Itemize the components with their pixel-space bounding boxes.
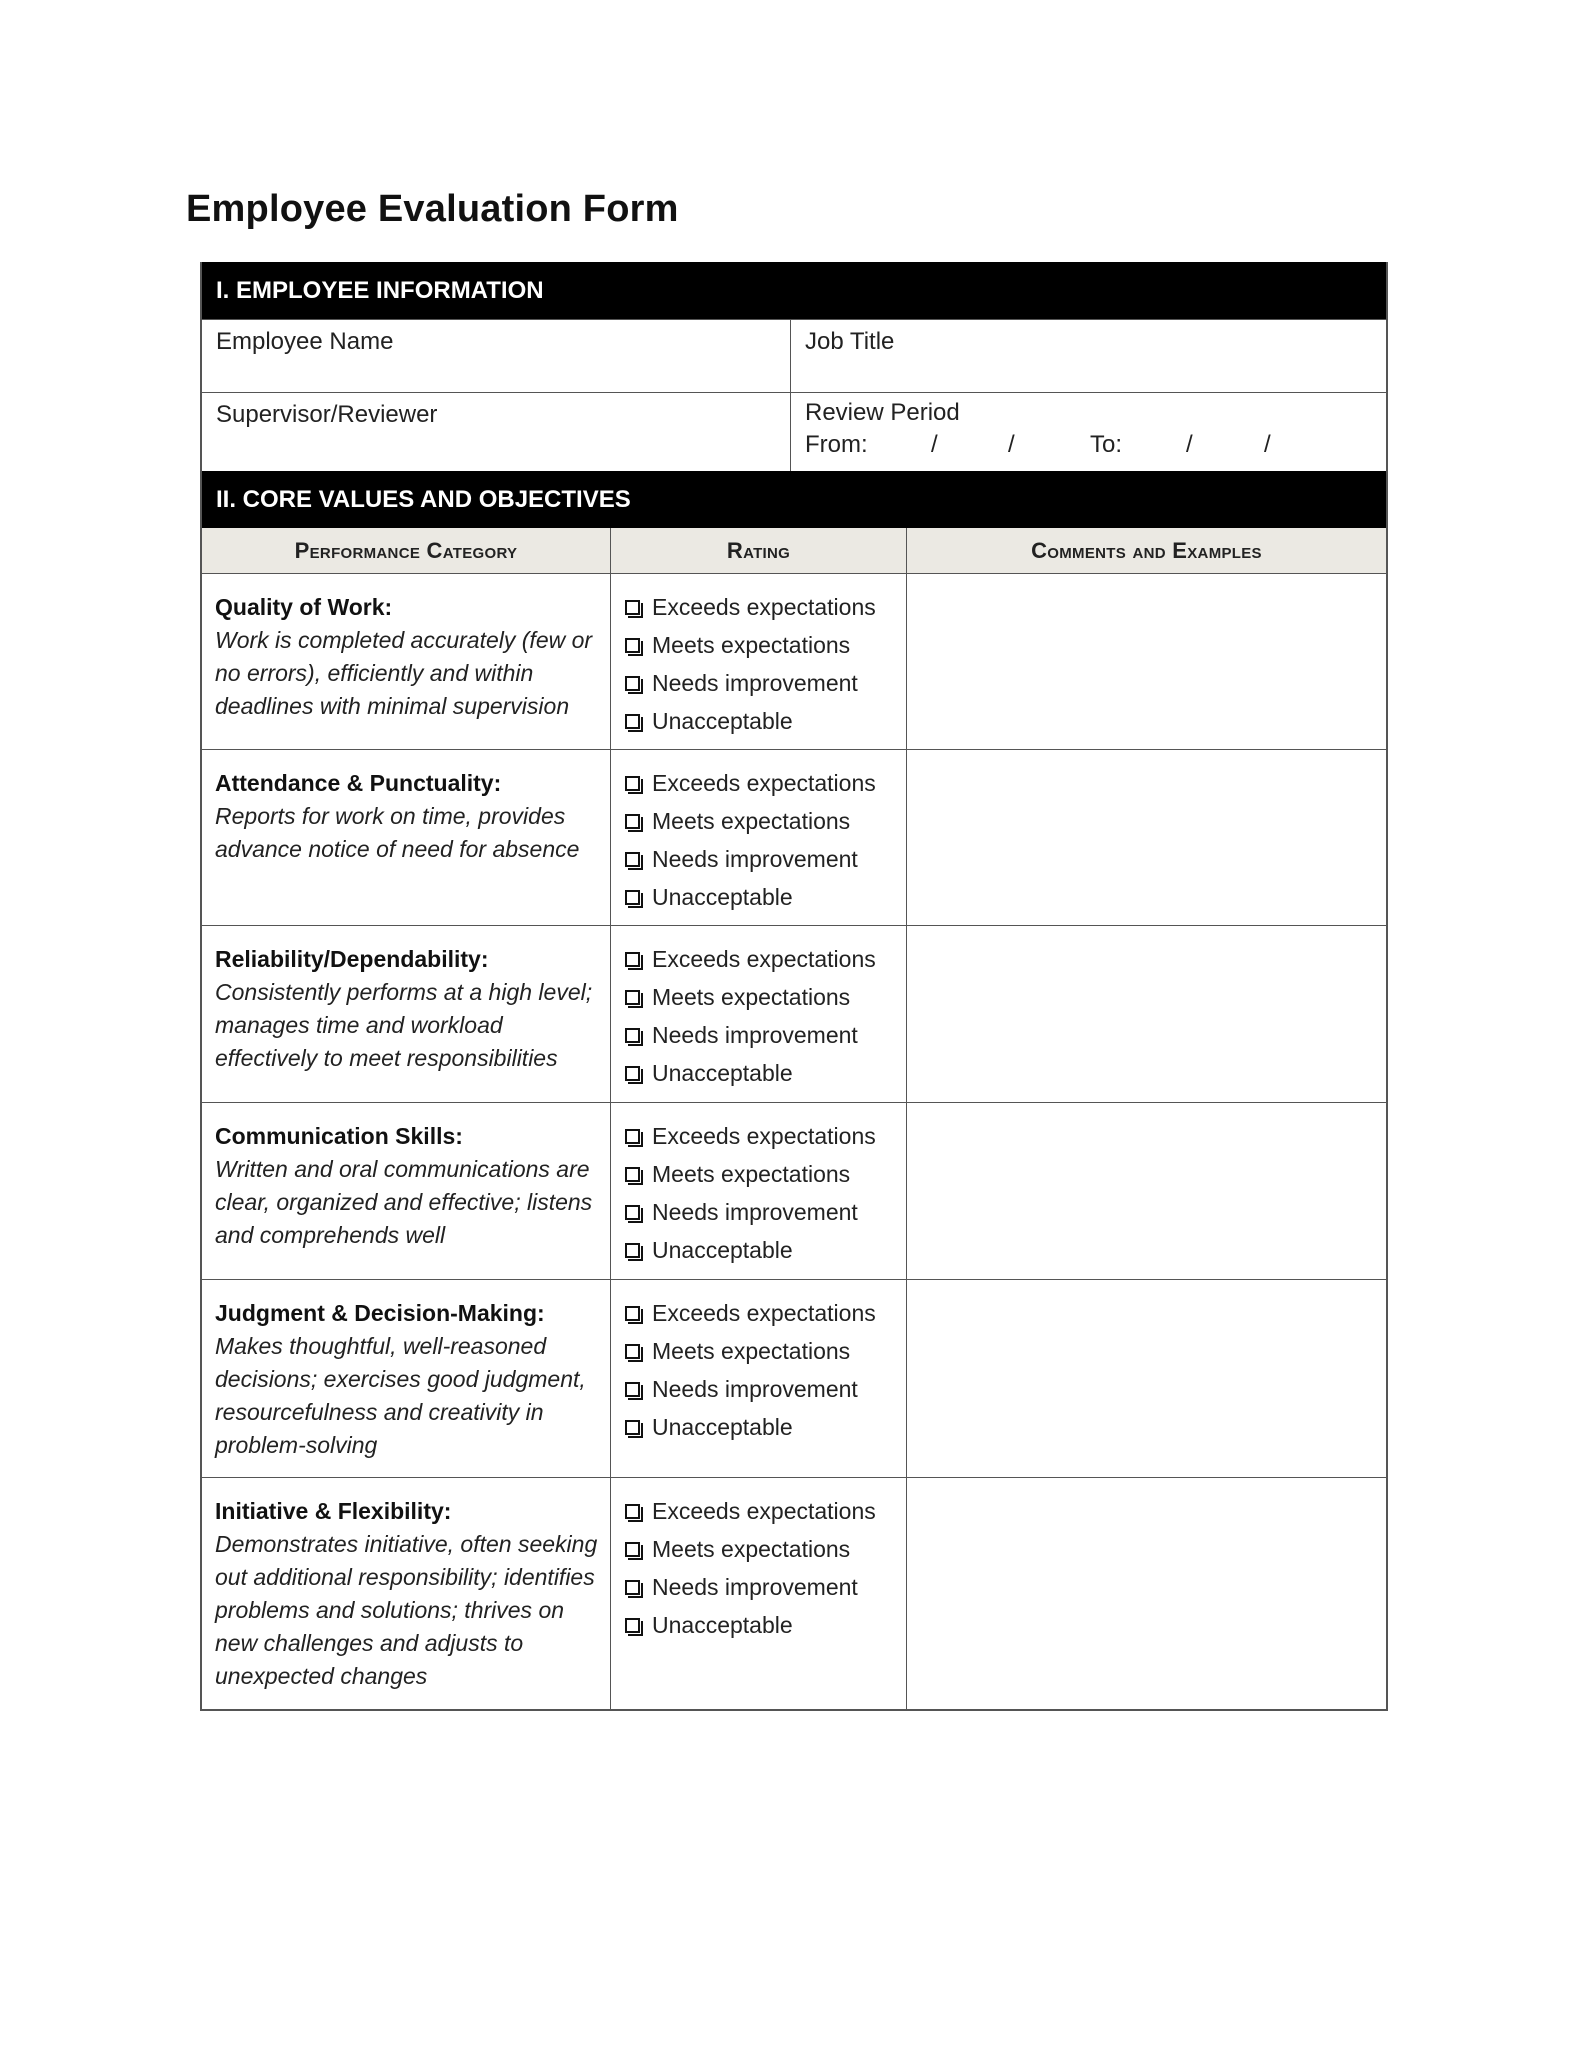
category-description: Reports for work on time, provides advance notice of need for absence <box>215 803 580 862</box>
header-performance-category: Performance Category <box>294 537 518 563</box>
rating-option[interactable] <box>625 1054 906 1092</box>
to-label: To: <box>1090 431 1123 458</box>
checkbox-icon[interactable] <box>625 1618 640 1633</box>
checkbox-icon[interactable] <box>625 1344 640 1359</box>
category-description: Demonstrates initiative, often seeking out additional responsibility; identifies problems and solutions; thrives on new challenges and adjusts to unexpected changes <box>215 1531 598 1689</box>
comments-cell[interactable] <box>907 574 1386 749</box>
rating-option-label: Exceeds expectations <box>652 593 876 620</box>
rating-option-label: Needs improvement <box>652 1021 858 1048</box>
checkbox-icon[interactable] <box>625 638 640 653</box>
category-title: Initiative & Flexibility: <box>215 1498 452 1524</box>
evaluation-rows <box>202 574 1386 1709</box>
checkbox-icon[interactable] <box>625 1129 640 1144</box>
comments-cell[interactable] <box>907 750 1386 925</box>
checkbox-icon[interactable] <box>625 1066 640 1081</box>
table-row <box>202 1280 1386 1478</box>
rating-option-label: Meets expectations <box>652 1337 851 1364</box>
rating-option-label: Meets expectations <box>652 1160 851 1187</box>
from-label: From: <box>805 431 868 458</box>
rating-option-label: Unacceptable <box>652 883 793 910</box>
to-slash-1: / <box>1186 431 1193 458</box>
rating-option-label: Needs improvement <box>652 845 858 872</box>
category-cell <box>202 1103 611 1279</box>
info-row-reviewer-period <box>202 392 1386 471</box>
rating-option[interactable] <box>625 764 906 802</box>
rating-option-label: Exceeds expectations <box>652 1497 876 1524</box>
comments-cell[interactable] <box>907 1478 1386 1709</box>
job-title-field[interactable] <box>791 320 1386 392</box>
table-row <box>202 1103 1386 1280</box>
from-slash-1: / <box>931 431 938 458</box>
checkbox-icon[interactable] <box>625 676 640 691</box>
checkbox-icon[interactable] <box>625 600 640 615</box>
checkbox-icon[interactable] <box>625 1167 640 1182</box>
rating-option[interactable] <box>625 1231 906 1269</box>
rating-option-label: Unacceptable <box>652 1059 793 1086</box>
rating-option[interactable] <box>625 588 906 626</box>
review-period-field[interactable] <box>791 393 1386 471</box>
checkbox-icon[interactable] <box>625 776 640 791</box>
category-title: Communication Skills: <box>215 1123 463 1149</box>
category-cell <box>202 750 611 925</box>
supervisor-label: Supervisor/Reviewer <box>216 401 438 428</box>
checkbox-icon[interactable] <box>625 990 640 1005</box>
category-cell <box>202 1478 611 1709</box>
rating-option[interactable] <box>625 840 906 878</box>
rating-option-label: Unacceptable <box>652 1236 793 1263</box>
checkbox-icon[interactable] <box>625 814 640 829</box>
job-title-label: Job Title <box>805 328 895 355</box>
checkbox-icon[interactable] <box>625 714 640 729</box>
rating-cell <box>611 750 907 925</box>
checkbox-icon[interactable] <box>625 1028 640 1043</box>
rating-option-label: Unacceptable <box>652 1611 793 1638</box>
category-title: Attendance & Punctuality: <box>215 770 502 796</box>
rating-cell <box>611 574 907 749</box>
section-employee-information-heading: I. EMPLOYEE INFORMATION <box>202 262 1386 319</box>
checkbox-icon[interactable] <box>625 1205 640 1220</box>
rating-option-label: Exceeds expectations <box>652 1299 876 1326</box>
review-period-label: Review Period <box>805 399 960 426</box>
comments-cell[interactable] <box>907 926 1386 1102</box>
section-core-values-heading: II. CORE VALUES AND OBJECTIVES <box>202 471 1386 528</box>
rating-cell <box>611 926 907 1102</box>
rating-option[interactable] <box>625 802 906 840</box>
category-cell <box>202 574 611 749</box>
comments-cell[interactable] <box>907 1280 1386 1477</box>
rating-option[interactable] <box>625 1568 906 1606</box>
table-header-row <box>202 528 1386 574</box>
checkbox-icon[interactable] <box>625 952 640 967</box>
rating-option[interactable] <box>625 702 906 740</box>
rating-option[interactable] <box>625 1294 906 1332</box>
rating-cell <box>611 1478 907 1709</box>
rating-option[interactable] <box>625 1193 906 1231</box>
rating-option-label: Exceeds expectations <box>652 1122 876 1149</box>
category-description: Work is completed accurately (few or no errors), efficiently and within deadlines with minimal supervision <box>215 627 593 719</box>
checkbox-icon[interactable] <box>625 1243 640 1258</box>
rating-option-label: Needs improvement <box>652 1573 858 1600</box>
rating-cell <box>611 1280 907 1477</box>
rating-option[interactable] <box>625 664 906 702</box>
table-row <box>202 574 1386 750</box>
rating-option-label: Exceeds expectations <box>652 769 876 796</box>
checkbox-icon[interactable] <box>625 852 640 867</box>
rating-option-label: Unacceptable <box>652 1413 793 1440</box>
category-description: Makes thoughtful, well-reasoned decisions; exercises good judgment, resourcefulness and creativity in problem-solving <box>215 1333 586 1458</box>
rating-option-label: Meets expectations <box>652 1535 851 1562</box>
rating-option-label: Unacceptable <box>652 707 793 734</box>
employee-name-label: Employee Name <box>216 328 394 355</box>
review-period-dates <box>805 431 1372 459</box>
rating-option-label: Exceeds expectations <box>652 945 876 972</box>
checkbox-icon[interactable] <box>625 1542 640 1557</box>
header-rating: Rating <box>726 537 791 563</box>
checkbox-icon[interactable] <box>625 1420 640 1435</box>
category-description: Written and oral communications are clear, organized and effective; listens and comprehends well <box>215 1156 593 1248</box>
rating-option-label: Meets expectations <box>652 807 851 834</box>
category-title: Judgment & Decision-Making: <box>215 1300 545 1326</box>
checkbox-icon[interactable] <box>625 1580 640 1595</box>
rating-option-label: Needs improvement <box>652 1198 858 1225</box>
rating-option[interactable] <box>625 1332 906 1370</box>
rating-option[interactable] <box>625 1016 906 1054</box>
rating-option-label: Meets expectations <box>652 983 851 1010</box>
header-comments: Comments and Examples <box>1031 537 1262 563</box>
rating-option-label: Needs improvement <box>652 669 858 696</box>
info-row-name-title <box>202 319 1386 392</box>
comments-cell[interactable] <box>907 1103 1386 1279</box>
rating-option-label: Needs improvement <box>652 1375 858 1402</box>
evaluation-form <box>200 262 1388 1711</box>
checkbox-icon[interactable] <box>625 1382 640 1397</box>
rating-option[interactable] <box>625 1117 906 1155</box>
page-title: Employee Evaluation Form <box>186 188 679 230</box>
checkbox-icon[interactable] <box>625 1504 640 1519</box>
table-row <box>202 1478 1386 1709</box>
table-row <box>202 926 1386 1103</box>
rating-option[interactable] <box>625 878 906 916</box>
checkbox-icon[interactable] <box>625 1306 640 1321</box>
category-cell <box>202 1280 611 1477</box>
checkbox-icon[interactable] <box>625 890 640 905</box>
rating-option[interactable] <box>625 1155 906 1193</box>
rating-option[interactable] <box>625 1606 906 1644</box>
to-slash-2: / <box>1264 431 1271 458</box>
rating-option[interactable] <box>625 1492 906 1530</box>
from-slash-2: / <box>1008 431 1015 458</box>
table-row <box>202 750 1386 926</box>
rating-option[interactable] <box>625 940 906 978</box>
rating-option[interactable] <box>625 626 906 664</box>
rating-option[interactable] <box>625 1370 906 1408</box>
rating-option[interactable] <box>625 1408 906 1446</box>
rating-option-label: Meets expectations <box>652 631 851 658</box>
employee-name-field[interactable] <box>202 320 791 392</box>
category-title: Quality of Work: <box>215 594 393 620</box>
category-description: Consistently performs at a high level; manages time and workload effectively to meet responsibilities <box>215 979 593 1071</box>
rating-cell <box>611 1103 907 1279</box>
supervisor-field[interactable] <box>202 393 791 471</box>
category-cell <box>202 926 611 1102</box>
rating-option[interactable] <box>625 1530 906 1568</box>
category-title: Reliability/Dependability: <box>215 946 489 972</box>
rating-option[interactable] <box>625 978 906 1016</box>
